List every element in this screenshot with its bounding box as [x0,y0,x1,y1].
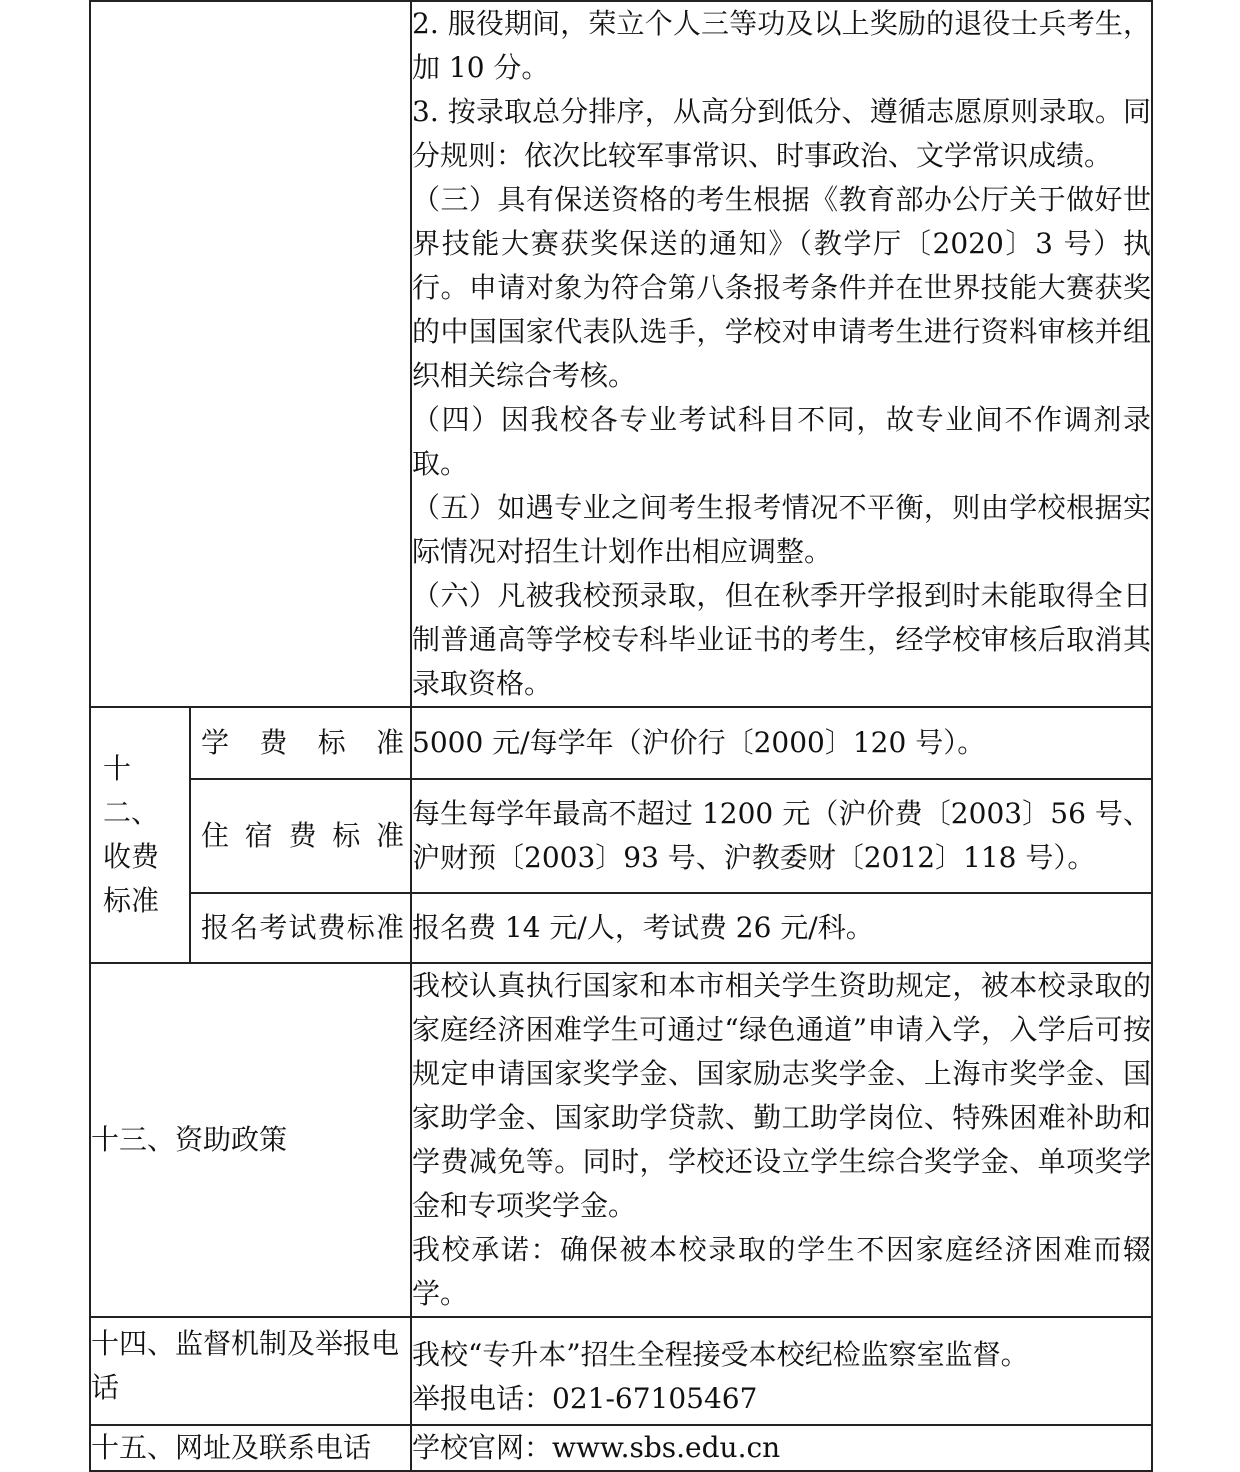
aid-paragraph-2: 我校承诺：确保被本校录取的学生不因家庭经济困难而辍学。 [412,1233,1151,1310]
fee-row-exam [90,893,1152,963]
contact-section-title-cell [90,1425,411,1471]
supervision-row [90,1317,1152,1425]
fee-label-char: 准 [375,819,404,852]
fee-label-char: 学 [201,726,230,759]
fee-value-tuition: 5000 元/每学年（沪价行〔2000〕120 号）。 [412,726,986,759]
fee-value-cell-exam [411,893,1152,963]
supervision-content [411,1317,1152,1425]
fee-label-char: 准 [375,911,404,944]
fee-label-char: 考 [259,911,288,944]
fee-value-cell-tuition [411,707,1152,779]
rule-paragraph-1: 2. 服役期间，荣立个人三等功及以上奖励的退役士兵考生，加 10 分。 [412,7,1151,84]
fee-label-cell-tuition [190,707,411,779]
report-phone: 举报电话：021-67105467 [412,1382,758,1415]
fee-label-char: 费 [259,726,288,759]
fee-label-char: 标 [317,726,346,759]
fees-section-title [90,707,190,963]
fee-label-char: 标 [332,819,361,852]
contact-section-title: 十五、网址及联系电话 [91,1431,372,1464]
contact-content [411,1425,1152,1471]
admission-rules-label-cell [90,1,411,707]
fee-label-exam [191,906,410,950]
rule-paragraph-2: 3. 按录取总分排序，从高分到低分、遵循志愿原则录取。同分规则：依次比较军事常识、时事政治、文学常识成绩。 [412,95,1151,172]
fee-label-char: 费 [317,911,346,944]
fee-label-char: 准 [375,726,404,759]
rule-paragraph-5: （五）如遇专业之间考生报考情况不平衡，则由学校根据实际情况对招生计划作出相应调整。 [412,491,1151,568]
fee-label-char: 宿 [244,819,273,852]
rule-paragraph-4: （四）因我校各专业考试科目不同，故专业间不作调剂录取。 [412,403,1151,480]
fee-label-char: 费 [288,819,317,852]
aid-content [411,963,1152,1317]
rule-paragraph-6: （六）凡被我校预录取，但在秋季开学报到时未能取得全日制普通高等学校专科毕业证书的考生，经学校审核后取消其录取资格。 [412,579,1151,700]
fee-label-char: 名 [230,911,259,944]
fee-row-dorm [90,779,1152,893]
fee-value-exam: 报名费 14 元/人，考试费 26 元/科。 [412,911,874,944]
admission-rules-content [411,1,1152,707]
contact-row [90,1425,1152,1471]
supervision-section-title-cell [90,1317,411,1425]
fee-label-cell-dorm [190,779,411,893]
fee-row-tuition [90,707,1152,779]
fees-section-title-text: 十二、收费标准 [103,752,160,917]
rule-paragraph-3: （三）具有保送资格的考生根据《教育部办公厅关于做好世界技能大赛获奖保送的通知》（教学厅〔2020〕3 号）执行。申请对象为符合第八条报考条件并在世界技能大赛获奖的中国国家代表队选手，学校对申请考生进行资料审核并组织相关综合考核。 [412,183,1151,392]
website-link[interactable]: 学校官网：www.sbs.edu.cn [412,1431,781,1464]
supervision-section-title: 十四、监督机制及举报电话 [91,1327,400,1404]
fee-label-char: 报 [201,911,230,944]
fee-label-dorm [191,814,410,858]
fee-label-char: 住 [201,819,230,852]
fee-label-cell-exam [190,893,411,963]
aid-section-title-cell [90,963,411,1317]
admission-table [89,0,1153,1472]
admission-rules-row [90,1,1152,707]
fee-value-dorm: 每生每学年最高不超过 1200 元（沪价费〔2003〕56 号、沪财预〔2003〕93 号、沪教委财〔2012〕118 号）。 [412,797,1151,874]
fee-label-char: 试 [288,911,317,944]
aid-paragraph-1: 我校认真执行国家和本市相关学生资助规定，被本校录取的家庭经济困难学生可通过“绿色通道”申请入学，入学后可按规定申请国家奖学金、国家励志奖学金、上海市奖学金、国家助学金、国家助学贷款、勤工助学岗位、特殊困难补助和学费减免等。同时，学校还设立学生综合奖学金、单项奖学金和专项奖学金。 [412,969,1151,1222]
supervision-paragraph-1: 我校“专升本”招生全程接受本校纪检监察室监督。 [412,1338,1029,1371]
fee-label-tuition [191,721,410,765]
fee-label-char: 标 [346,911,375,944]
fee-value-cell-dorm [411,779,1152,893]
aid-section-title: 十三、资助政策 [91,1123,288,1156]
aid-row [90,963,1152,1317]
